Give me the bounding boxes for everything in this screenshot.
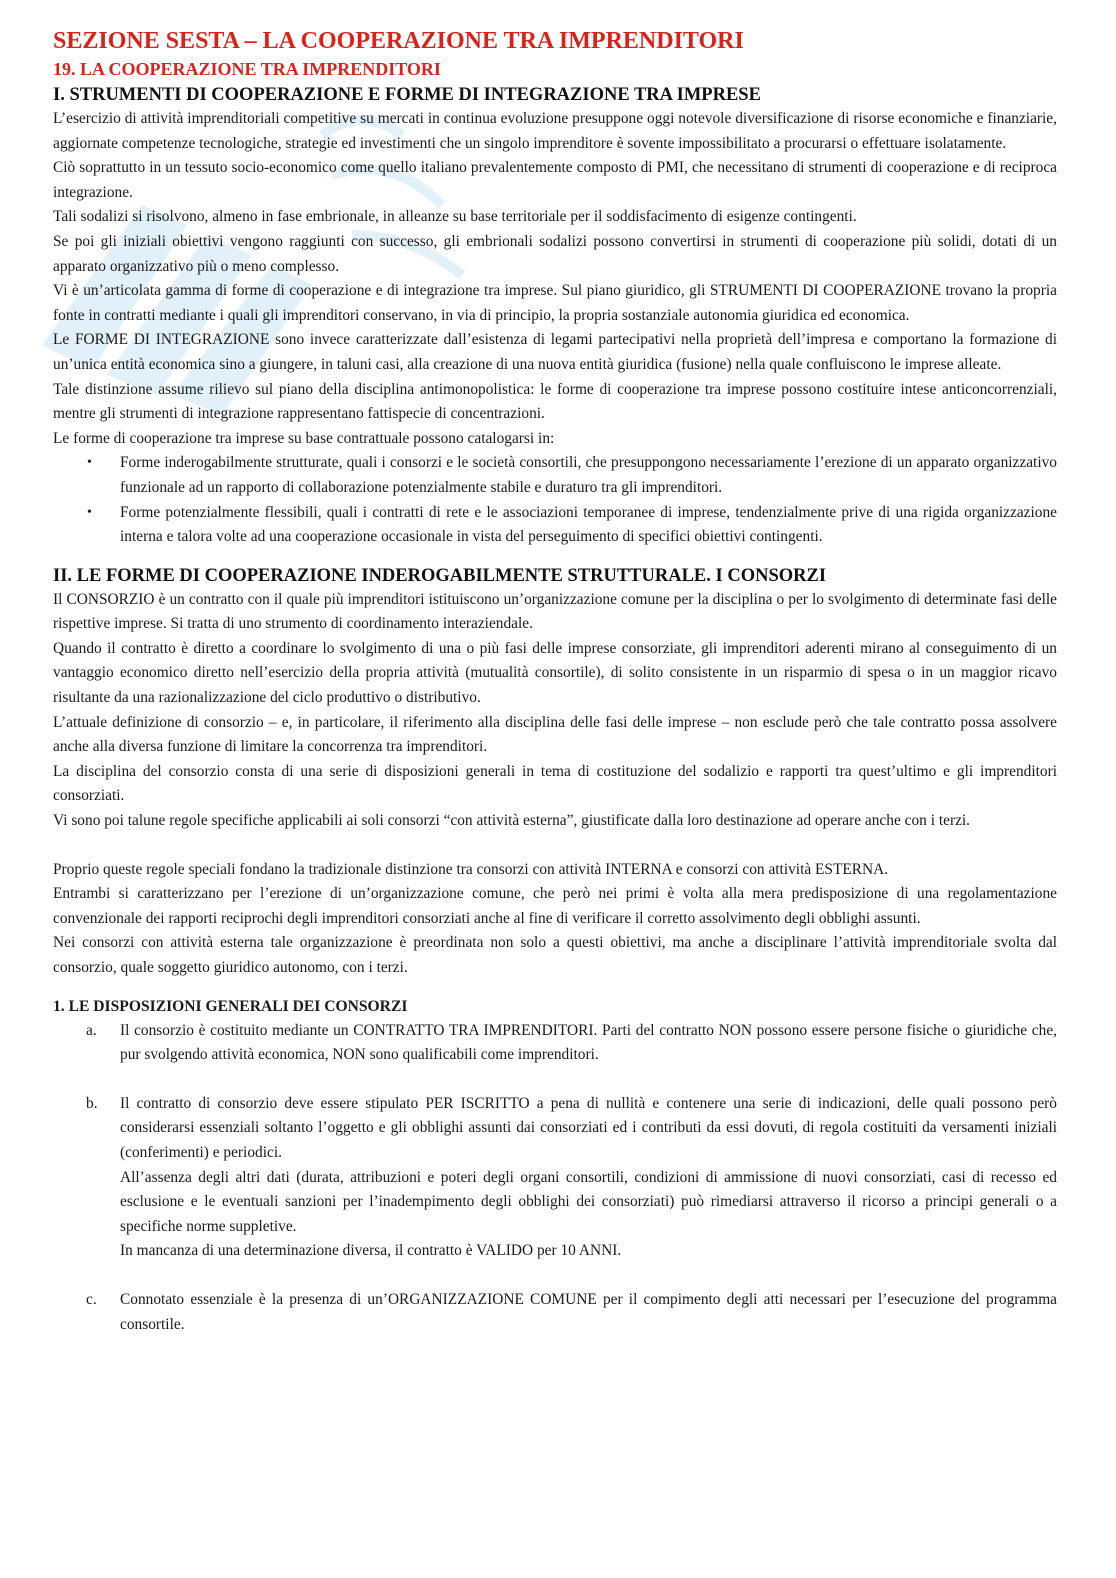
paragraph: Le FORME DI INTEGRAZIONE sono invece caratterizzate dall’esistenza di legami partecipativi nella proprietà dell’impresa e comportano la formazione di un’unica entità economica sino a giungere, in taluni casi, alla creazione di una nuova entità giuridica (fusione) nella quale confluiscono le imprese alleate. [53,331,1057,373]
list-item-text: Forme inderogabilmente strutturate, quali i consorzi e le società consortili, che presuppongono necessariamente l’erezione di un apparato organizzativo funzionale ad un rapporto di collaborazione potenzialmente stabile e duraturo tra gli imprenditori. [120,454,1057,496]
paragraph: Il CONSORZIO è un contratto con il quale più imprenditori istituiscono un’organizzazione comune per la disciplina o per lo svolgimento di determinate fasi delle rispettive imprese. Si tratta di uno strumento di coordinamento interaziendale. [53,590,1057,633]
paragraph: Ciò soprattutto in un tessuto socio-economico come quello italiano prevalentemente composto di PMI, che necessitano di strumenti di cooperazione e di reciproca integrazione. [53,159,1057,201]
page-title: SEZIONE SESTA – LA COOPERAZIONE TRA IMPRENDITORI [53,28,744,54]
list-item [53,451,1057,500]
list-item [53,1019,1057,1068]
paragraph: Se poi gli iniziali obiettivi vengono raggiunti con successo, gli embrionali sodalizi possono convertirsi in strumenti di cooperazione più solidi, dotati di un apparato organizzativo più o meno complesso. [53,232,1057,275]
section-heading-2: II. LE FORME DI COOPERAZIONE INDEROGABILMENTE STRUTTURALE. I CONSORZI [53,565,827,586]
paragraph: La disciplina del consorzio consta di una serie di disposizioni generali in tema di costituzione del sodalizio e rapporti tra quest’ultimo e gli imprenditori consorziati. [53,762,1057,805]
paragraph: Vi sono poi talune regole specifiche applicabili ai soli consorzi “con attività esterna”, giustificate dalla loro destinazione ad operare anche con i terzi. [53,812,971,830]
chapter-title: 19. LA COOPERAZIONE TRA IMPRENDITORI [53,59,441,79]
bullet-icon: • [87,455,92,471]
list-marker: c. [86,1290,97,1308]
list-item-text: In mancanza di una determinazione diversa, il contratto è VALIDO per 10 ANNI. [120,1242,622,1260]
paragraph: Entrambi si caratterizzano per l’erezione di un’organizzazione comune, che però nei primi è volta alla mera predisposizione di una regolamentazione convenzionale dei rapporti reciprochi degli imprenditori consorziati anche al fine di verificare il corretto assolvimento degli obblighi assunti. [53,885,1057,927]
bullet-icon: • [87,504,92,520]
bullet-list [53,451,1057,549]
paragraph: L’attuale definizione di consorzio – e, in particolare, il riferimento alla disciplina delle fasi delle imprese – non esclude però che tale contratto possa assolvere anche alla diversa funzione di limitare la concorrenza tra imprenditori. [53,713,1057,756]
list-marker: b. [86,1094,98,1112]
paragraph: Tali sodalizi si risolvono, almeno in fase embrionale, in alleanze su base territoriale per il soddisfacimento di esigenze contingenti. [53,208,857,226]
list-item-text: Il contratto di consorzio deve essere stipulato PER ISCRITTO a pena di nullità e contenere una serie di indicazioni, delle quali possono però considerarsi essenziali soltanto l’oggetto e gli obblighi assunti dai consorziati ed i contributi da essi dovuti, di regola costituiti da versamenti iniziali (conferimenti) e periodici. [120,1094,1057,1161]
list-item [53,1288,1057,1337]
list-item-text: Connotato essenziale è la presenza di un’ORGANIZZAZIONE COMUNE per il compimento degli atti necessari per l’esecuzione del programma consortile. [120,1290,1057,1333]
lettered-list [53,1019,1057,1338]
list-item [53,501,1057,550]
paragraph: Tale distinzione assume rilievo sul piano della disciplina antimonopolistica: le forme di cooperazione tra imprese possono costituire intese anticoncorrenziali, mentre gli strumenti di integrazione rappresentano fattispecie di concentrazioni. [53,380,1057,423]
list-item-text: Il consorzio è costituito mediante un CONTRATTO TRA IMPRENDITORI. Parti del contratto NON possono essere persone fisiche o giuridiche che, pur svolgendo attività economica, NON sono qualificabili come imprenditori. [120,1021,1057,1064]
list-item-text: All’assenza degli altri dati (durata, attribuzioni e poteri degli organi consortili, condizioni di ammissione di nuovi consorziati, casi di recesso ed esclusione e le eventuali sanzioni per l’inadempimento degli obblighi dei consorziati) può rimediarsi attraverso il ricorso a principi generali o a specifiche norme suppletive. [120,1168,1057,1235]
list-item [53,1092,1057,1264]
section-heading-1: I. STRUMENTI DI COOPERAZIONE E FORME DI INTEGRAZIONE TRA IMPRESE [53,85,761,105]
paragraph: Vi è un’articolata gamma di forme di cooperazione e di integrazione tra imprese. Sul piano giuridico, gli STRUMENTI DI COOPERAZIONE trovano la propria fonte in contratti mediante i quali gli imprenditori conservano, in via di principio, la propria sostanziale autonomia giuridica ed economica. [53,282,1057,324]
document-page [53,26,1057,1337]
paragraph: Nei consorzi con attività esterna tale organizzazione è preordinata non solo a questi obiettivi, ma anche a disciplinare l’attività imprenditoriale svolta dal consorzio, quale soggetto giuridico autonomo, con i terzi. [53,934,1057,976]
paragraph: L’esercizio di attività imprenditoriali competitive su mercati in continua evoluzione presuppone oggi notevole diversificazione di risorse economiche e finanziarie, aggiornate competenze tecnologiche, strategie ed investimenti che un singolo imprenditore è sovente impossibilitato a procurarsi o effettuare isolatamente. [53,110,1057,152]
list-marker: a. [86,1021,97,1039]
subsection-heading: 1. LE DISPOSIZIONI GENERALI DEI CONSORZI [53,997,408,1015]
paragraph: Quando il contratto è diretto a coordinare lo svolgimento di una o più fasi delle imprese consorziate, gli imprenditori aderenti mirano al conseguimento di un vantaggio economico diretto nell’esercizio della propria attività (mutualità consortile), di solito consistente in un risparmio di spesa o in un maggior ricavo risultante da una razionalizzazione del ciclo produttivo o distributivo. [53,639,1057,707]
list-item-text: Forme potenzialmente flessibili, quali i contratti di rete e le associazioni temporanee di imprese, tendenzialmente prive di una rigida organizzazione interna e talora volte ad una cooperazione occasionale in vista del perseguimento di specifici obiettivi contingenti. [120,503,1057,546]
paragraph: Proprio queste regole speciali fondano la tradizionale distinzione tra consorzi con attività INTERNA e consorzi con attività ESTERNA. [53,860,889,878]
paragraph: Le forme di cooperazione tra imprese su base contrattuale possono catalogarsi in: [53,429,555,447]
